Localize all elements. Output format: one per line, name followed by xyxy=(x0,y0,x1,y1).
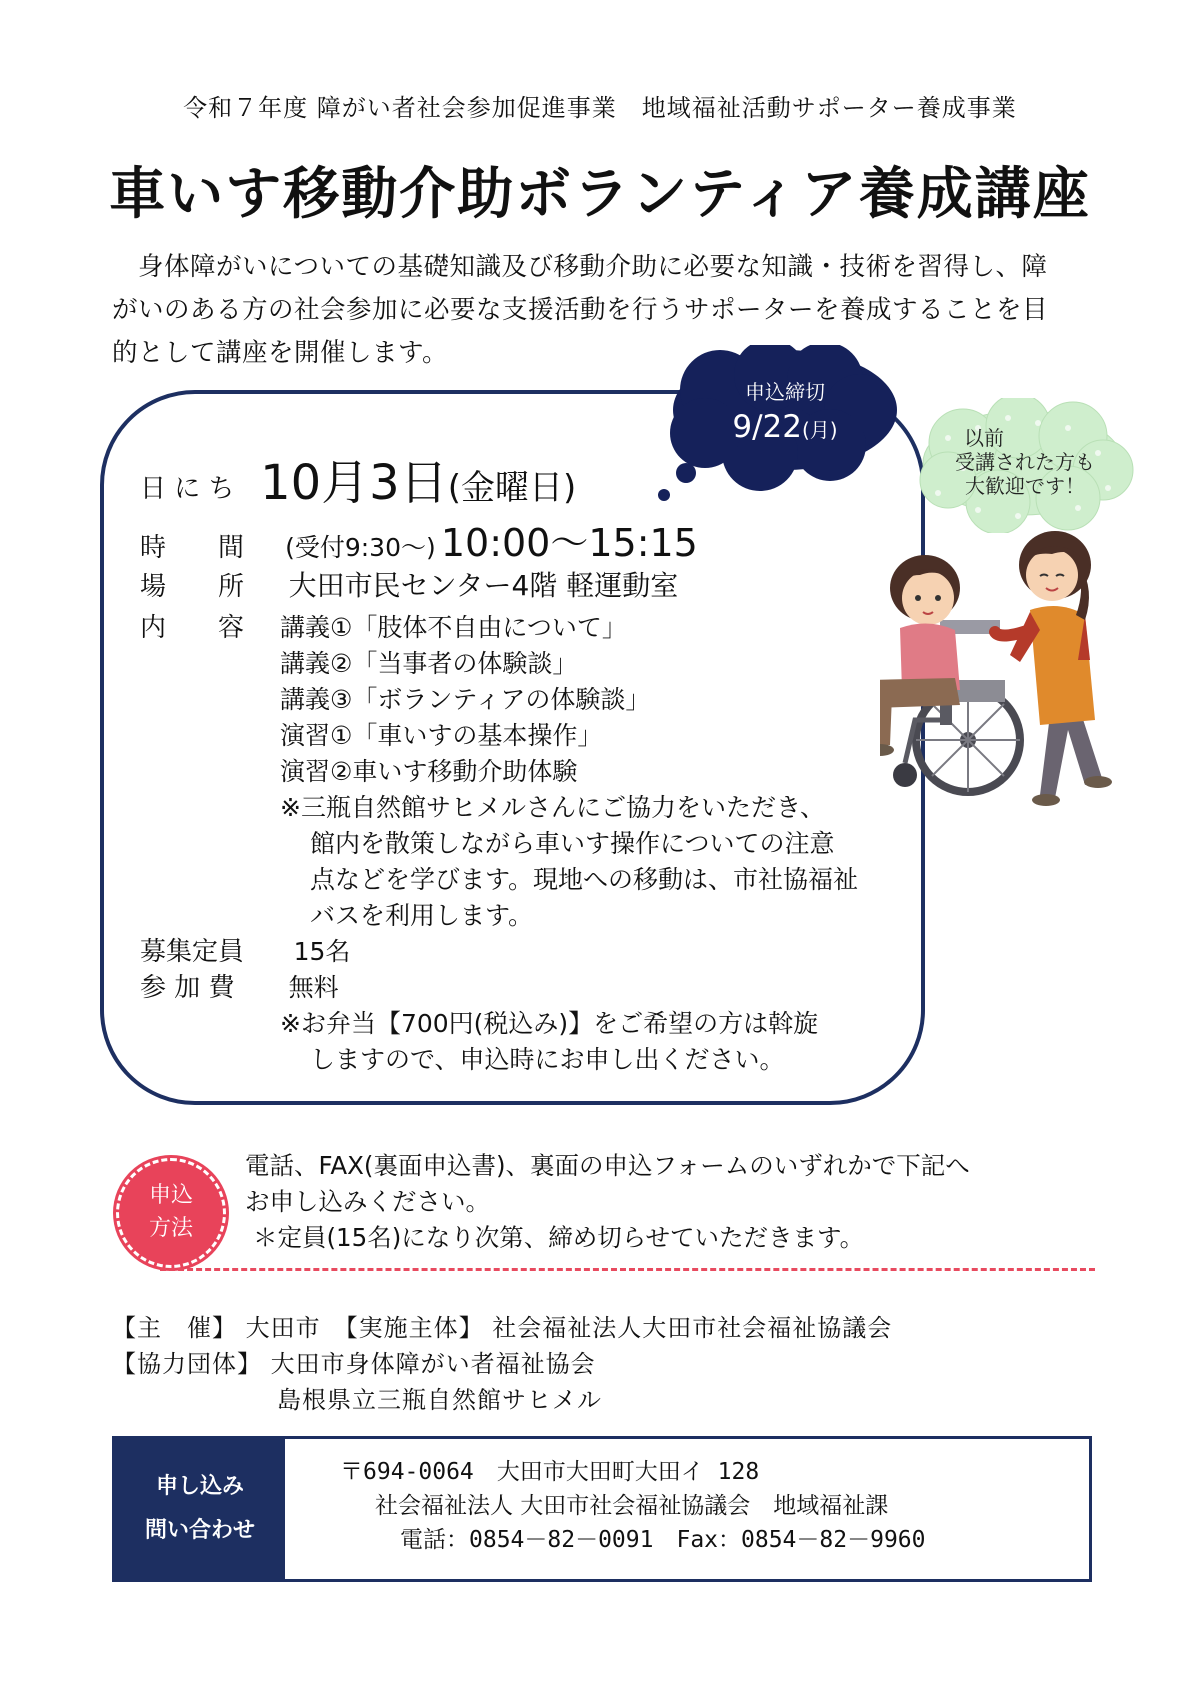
fee-value: 無料 xyxy=(288,973,339,1002)
page-title: 車いす移動介助ボランティア養成講座 xyxy=(109,162,1091,227)
intro-line: 身体障がいについての基礎知識及び移動介助に必要な知識・技術を習得し、障 xyxy=(138,252,1048,282)
intro-line: がいのある方の社会参加に必要な支援活動を行うサポーターを養成することを目 xyxy=(112,295,1049,325)
dashed-divider xyxy=(160,1268,1095,1271)
deadline-weekday: (月) xyxy=(802,418,838,442)
event-weekday: (金曜日) xyxy=(447,468,577,508)
content-item: 講義③「ボランティアの体験談」 xyxy=(280,685,651,714)
welcome-line: 以前 xyxy=(964,426,1004,450)
event-program-subtitle: 令和７年度 障がい者社会参加促進事業 地域福祉活動サポーター養成事業 xyxy=(183,94,1017,122)
content-note-line: 点などを学びます。現地への移動は、市社協福祉 xyxy=(310,865,859,894)
deadline-label: 申込締切 xyxy=(745,380,825,404)
capacity-label: 募集定員 xyxy=(140,937,245,967)
content-item: 演習②車いす移動介助体験 xyxy=(280,757,578,786)
event-time: 10:00～15:15 xyxy=(440,521,698,565)
contact-label-line: 申し込み xyxy=(155,1474,244,1499)
capacity-value: 15名 xyxy=(293,937,351,966)
welcome-line: 大歓迎です！ xyxy=(965,474,1085,498)
fee-note xyxy=(280,1006,900,1078)
welcome-bubble xyxy=(940,426,1110,498)
place-label: 場 所 xyxy=(140,572,245,602)
application-method xyxy=(245,1148,1065,1256)
application-line: お申し込みください。 xyxy=(245,1187,490,1216)
contact-label xyxy=(115,1439,285,1579)
contact-label-line: 問い合わせ xyxy=(144,1518,255,1543)
method-badge xyxy=(116,1158,226,1268)
wheelchair-assist-illustration xyxy=(880,530,1120,835)
content-note-line: ※三瓶自然館サヒメルさんにご協力をいただき、 xyxy=(280,793,825,822)
organizer-line: 【主 催】 大田市 【実施主体】 社会福祉法人大田市社会福祉協議会 xyxy=(112,1314,893,1342)
date-row xyxy=(140,444,576,513)
content-note-line: バスを利用します。 xyxy=(310,901,534,930)
contact-org: 社会福祉法人 大田市社会福祉協議会 地域福祉課 xyxy=(375,1493,889,1519)
time-label: 時 間 xyxy=(140,533,245,563)
fee-note-line: しますので、申込時にお申し出ください。 xyxy=(310,1045,785,1074)
organizers xyxy=(112,1310,1092,1418)
content-item: 講義②「当事者の体験談」 xyxy=(280,649,578,678)
fee-note-line: ※お弁当【700円(税込み)】をご希望の方は斡旋 xyxy=(280,1009,819,1038)
fee-label: 参 加 費 xyxy=(140,973,235,1003)
place-value: 大田市民センター4階 軽運動室 xyxy=(288,569,679,602)
capacity-row xyxy=(140,934,350,970)
deadline-date: 9/22 xyxy=(732,409,802,445)
content-label: 内 容 xyxy=(140,613,245,643)
content-note-line: 館内を散策しながら車いす操作についての注意 xyxy=(310,829,835,858)
method-badge-line: 方法 xyxy=(148,1216,193,1241)
date-label: 日 に ち xyxy=(140,474,235,504)
reception-time: (受付9:30～) xyxy=(285,533,436,562)
contact-phone: 電話：0854－82－0091 Fax：0854－82－9960 xyxy=(400,1527,926,1553)
content-item: 講義①「肢体不自由について」 xyxy=(280,613,627,642)
place-row xyxy=(140,568,678,605)
fee-row xyxy=(140,970,339,1006)
deadline-bubble xyxy=(700,378,870,453)
application-line: ＊定員(15名)になり次第、締め切らせていただきます。 xyxy=(253,1223,865,1252)
organizer-line: 島根県立三瓶自然館サヒメル xyxy=(277,1386,602,1414)
application-line: 電話、FAX(裏面申込書)、裏面の申込フォームのいずれかで下記へ xyxy=(245,1151,970,1180)
organizer-line: 【協力団体】 大田市身体障がい者福祉協会 xyxy=(112,1350,596,1378)
contact-address: 〒694-0064 大田市大田町大田イ 128 xyxy=(340,1459,760,1485)
contact-box xyxy=(112,1436,1092,1582)
content-item: 演習①「車いすの基本操作」 xyxy=(280,721,603,750)
intro-line: 的として講座を開催します。 xyxy=(112,338,448,368)
event-date: 10月3日 xyxy=(260,455,448,511)
content-list xyxy=(280,610,980,934)
intro-paragraph xyxy=(112,246,1072,375)
time-row xyxy=(140,512,698,567)
welcome-line: 受講された方も xyxy=(955,450,1095,474)
method-badge-line: 申込 xyxy=(148,1183,193,1208)
